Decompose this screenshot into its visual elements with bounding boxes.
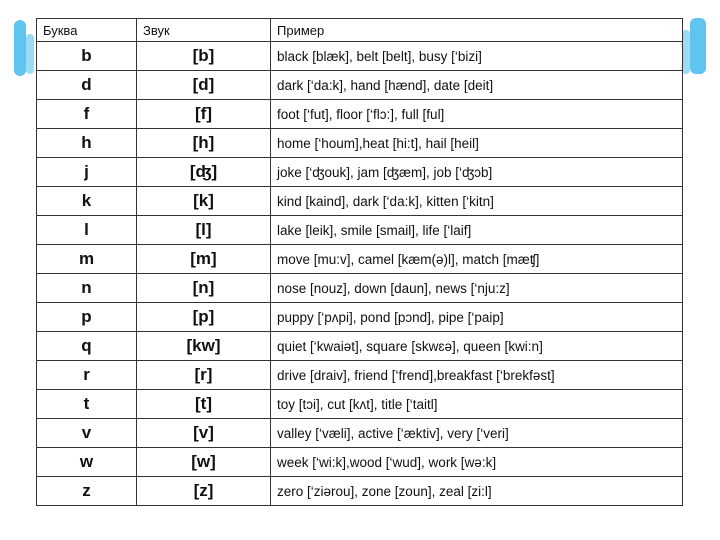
sound-cell: [n]	[137, 274, 271, 303]
letter-cell: r	[37, 361, 137, 390]
header-sound: Звук	[137, 19, 271, 42]
table-row	[37, 390, 683, 419]
example-cell: home [‘houm],heat [hi:t], hail [heil]	[271, 129, 683, 158]
sound-cell: [v]	[137, 419, 271, 448]
table-row	[37, 187, 683, 216]
letter-cell: z	[37, 477, 137, 506]
sound-cell: [kw]	[137, 332, 271, 361]
letter-cell: p	[37, 303, 137, 332]
sound-cell: [w]	[137, 448, 271, 477]
table-row	[37, 419, 683, 448]
letter-cell: j	[37, 158, 137, 187]
table-row	[37, 274, 683, 303]
example-cell: dark [‘da:k], hand [hænd], date [deit]	[271, 71, 683, 100]
table-header-row	[37, 19, 683, 42]
example-cell: move [mu:v], camel [kæm(ə)l], match [mæʧ]	[271, 245, 683, 274]
letter-cell: d	[37, 71, 137, 100]
table-row	[37, 448, 683, 477]
letter-cell: v	[37, 419, 137, 448]
sound-cell: [r]	[137, 361, 271, 390]
table-row	[37, 332, 683, 361]
table-row	[37, 71, 683, 100]
phonetics-table	[36, 18, 683, 506]
example-cell: kind [kaind], dark [‘da:k], kitten [‘kitn]	[271, 187, 683, 216]
sound-cell: [f]	[137, 100, 271, 129]
decorative-bar-left	[14, 20, 26, 76]
letter-cell: k	[37, 187, 137, 216]
sound-cell: [k]	[137, 187, 271, 216]
sound-cell: [h]	[137, 129, 271, 158]
sound-cell: [d]	[137, 71, 271, 100]
table-row	[37, 100, 683, 129]
example-cell: drive [draiv], friend [‘frend],breakfast [‘brekfəst]	[271, 361, 683, 390]
example-cell: quiet [‘kwaiət], square [skwɛə], queen [kwi:n]	[271, 332, 683, 361]
table-row	[37, 303, 683, 332]
example-cell: lake [leik], smile [smail], life [‘laif]	[271, 216, 683, 245]
sound-cell: [p]	[137, 303, 271, 332]
letter-cell: h	[37, 129, 137, 158]
header-example: Пример	[271, 19, 683, 42]
letter-cell: b	[37, 42, 137, 71]
table-row	[37, 129, 683, 158]
table-row	[37, 42, 683, 71]
letter-cell: f	[37, 100, 137, 129]
letter-cell: m	[37, 245, 137, 274]
table-row	[37, 158, 683, 187]
table-row	[37, 477, 683, 506]
decorative-bar-left-inner	[26, 34, 34, 74]
sound-cell: [m]	[137, 245, 271, 274]
sound-cell: [z]	[137, 477, 271, 506]
letter-cell: n	[37, 274, 137, 303]
example-cell: valley [‘væli], active [‘æktiv], very [‘veri]	[271, 419, 683, 448]
table-row	[37, 361, 683, 390]
sound-cell: [l]	[137, 216, 271, 245]
example-cell: black [blæk], belt [belt], busy [‘bizi]	[271, 42, 683, 71]
table-row	[37, 245, 683, 274]
letter-cell: q	[37, 332, 137, 361]
decorative-bar-right	[690, 18, 706, 74]
example-cell: week [‘wi:k],wood [‘wud], work [wə:k]	[271, 448, 683, 477]
sound-cell: [ʤ]	[137, 158, 271, 187]
letter-cell: w	[37, 448, 137, 477]
letter-cell: t	[37, 390, 137, 419]
example-cell: joke [‘ʤouk], jam [ʤæm], job [‘ʤɔb]	[271, 158, 683, 187]
example-cell: toy [tɔi], cut [kʌt], title [‘taitl]	[271, 390, 683, 419]
header-letter: Буква	[37, 19, 137, 42]
example-cell: nose [nouz], down [daun], news [‘nju:z]	[271, 274, 683, 303]
decorative-bar-right-inner	[682, 30, 690, 74]
example-cell: puppy [‘pʌpi], pond [pɔnd], pipe [‘paip]	[271, 303, 683, 332]
example-cell: foot [‘fut], floor [‘flɔ:], full [ful]	[271, 100, 683, 129]
sound-cell: [t]	[137, 390, 271, 419]
sound-cell: [b]	[137, 42, 271, 71]
example-cell: zero [‘ziərou], zone [zoun], zeal [zi:l]	[271, 477, 683, 506]
letter-cell: l	[37, 216, 137, 245]
table-row	[37, 216, 683, 245]
